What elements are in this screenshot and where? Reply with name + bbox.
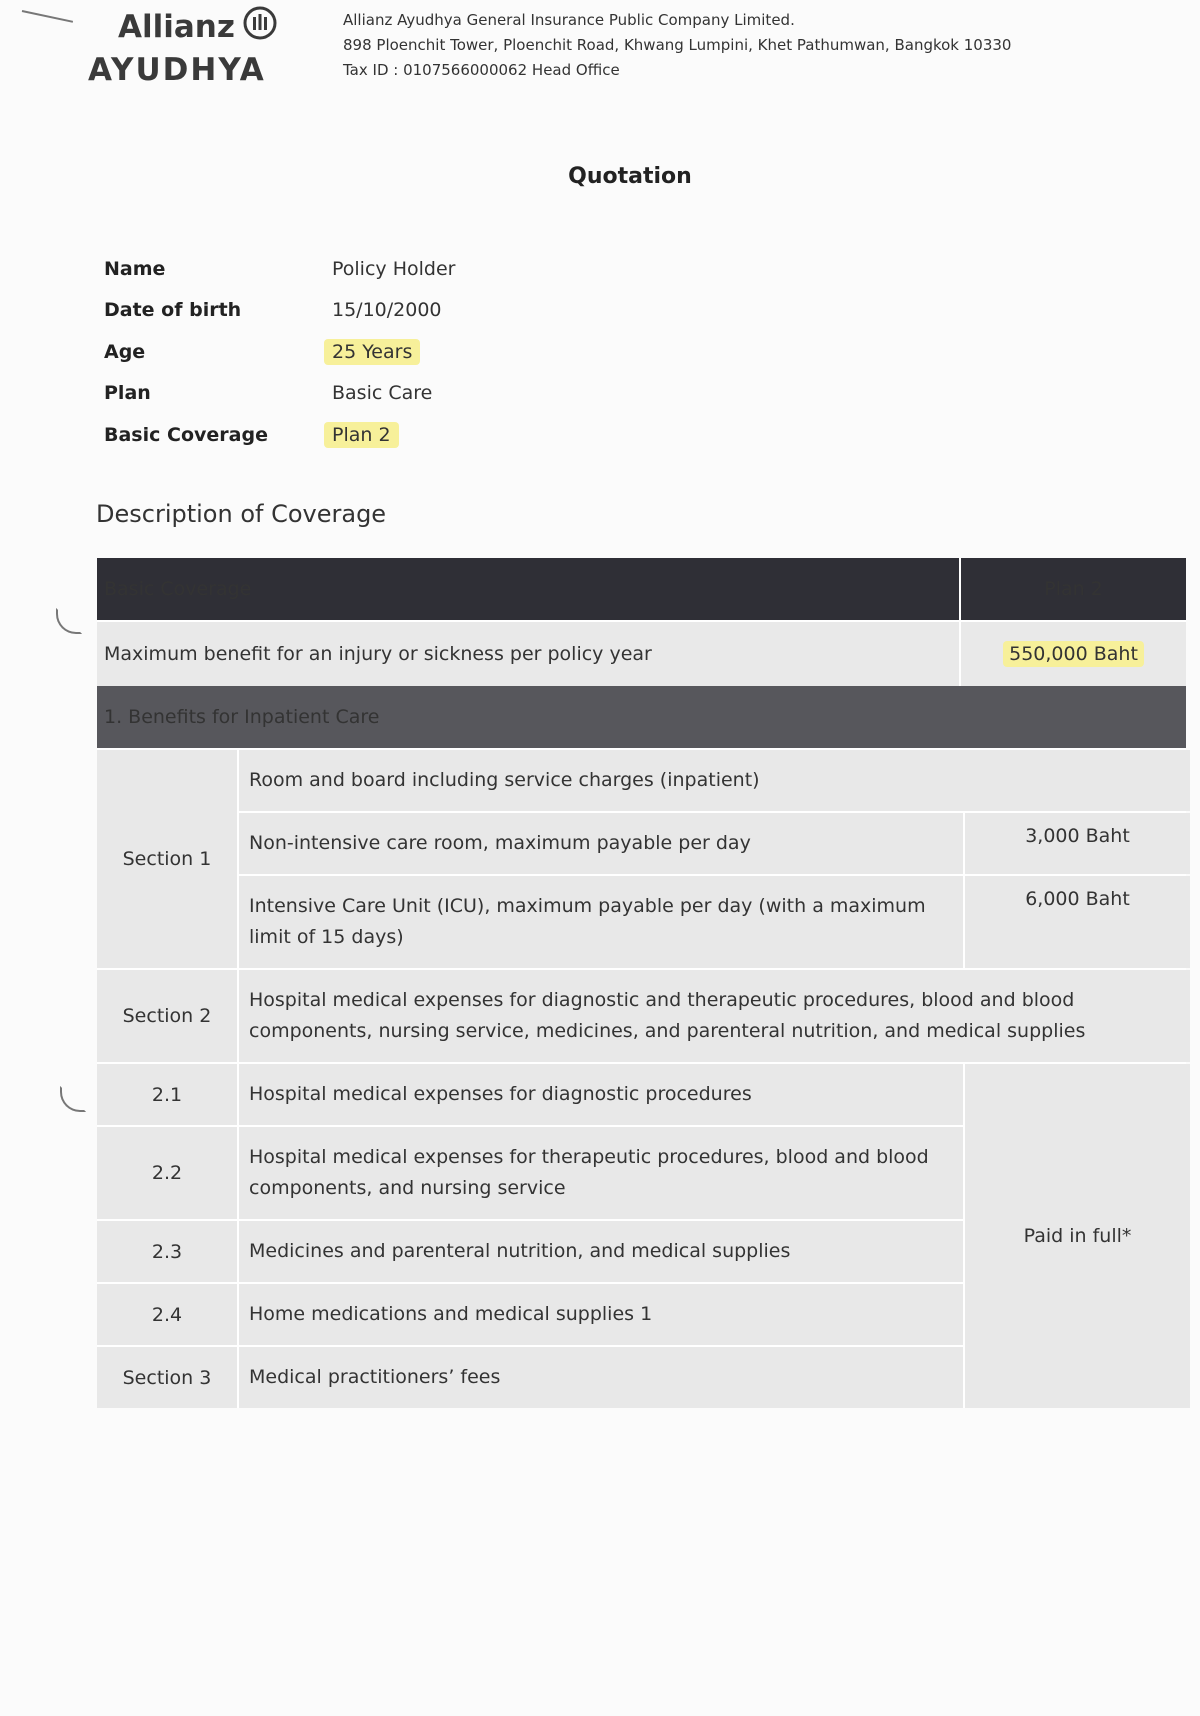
row-2-4-text: Home medications and medical supplies 1 [239,1284,963,1345]
info-row-dob [104,290,463,332]
section2-text: Hospital medical expenses for diagnostic and therapeutic procedures, blood and blood components, nursing service, medicines, and parenteral nutrition, and medical supplies [239,970,1190,1062]
section3-label: Section 3 [97,1347,237,1408]
allianz-ayudhya-logo [88,6,308,88]
row-2-3-number: 2.3 [97,1221,237,1282]
non-intensive-text: Non-intensive care room, maximum payable per day [239,813,963,874]
info-value: Policy Holder [332,257,456,280]
icu-value: 6,000 Baht [965,876,1190,968]
info-row-age [104,331,463,373]
scan-mark [22,10,73,23]
icu-text: Intensive Care Unit (ICU), maximum payable per day (with a maximum limit of 15 days) [239,876,963,968]
tax-id: Tax ID : 0107566000062 Head Office [343,61,620,79]
non-intensive-value: 3,000 Baht [965,813,1190,874]
info-label: Plan [104,382,151,405]
logo-text-ayudhya: AYUDHYA [88,52,266,88]
maximum-benefit-label: Maximum benefit for an injury or sickness per policy year [97,622,961,686]
room-board-text: Room and board including service charges (inpatient) [239,750,1190,811]
info-label: Basic Coverage [104,423,268,446]
description-title: Description of Coverage [96,500,387,528]
benefits-grid [97,748,1186,1408]
page-title: Quotation [568,164,692,189]
info-value: Basic Care [332,382,433,405]
maximum-benefit-cell [961,622,1186,686]
section2-label: Section 2 [97,970,237,1062]
info-label: Name [104,257,166,280]
allianz-eagle-icon [243,6,277,48]
info-row-name [104,248,463,290]
logo-text-allianz: Allianz [118,9,235,45]
paid-in-full-value: Paid in full* [965,1064,1190,1408]
scan-bracket-mark [60,1086,86,1112]
company-name: Allianz Ayudhya General Insurance Public Company Limited. [343,11,795,29]
maximum-benefit-value: 550,000 Baht [1003,641,1144,667]
info-row-basic-coverage [104,414,463,456]
section1-label: Section 1 [97,750,237,968]
info-value: 15/10/2000 [332,299,442,322]
row-2-4-number: 2.4 [97,1284,237,1345]
company-address: 898 Ploenchit Tower, Ploenchit Road, Khwang Lumpini, Khet Pathumwan, Bangkok 10330 [343,36,1012,54]
section-header-label: 1. Benefits for Inpatient Care [104,706,380,728]
row-2-2-text: Hospital medical expenses for therapeutic procedures, blood and blood components, and nursing service [239,1127,963,1219]
table-header-plan: Plan 2 [1044,578,1103,600]
table-header-basic-coverage: Basic Coverage [97,558,961,620]
row-2-1-text: Hospital medical expenses for diagnostic procedures [239,1064,963,1125]
scan-bracket-mark [56,608,82,634]
table-row-maximum-benefit [97,620,1186,686]
info-value-highlighted: Plan 2 [324,422,399,448]
coverage-table [97,558,1186,1408]
info-value-highlighted: 25 Years [324,339,420,365]
section3-text: Medical practitioners’ fees [239,1347,963,1408]
company-info [343,8,1011,83]
row-2-2-number: 2.2 [97,1127,237,1219]
policy-info [104,248,463,456]
info-row-plan [104,373,463,415]
info-label: Date of birth [104,299,242,322]
row-2-3-text: Medicines and parenteral nutrition, and medical supplies [239,1221,963,1282]
table-section-header [97,686,1186,748]
table-header-row [97,558,1186,620]
row-2-1-number: 2.1 [97,1064,237,1125]
info-label: Age [104,340,146,363]
